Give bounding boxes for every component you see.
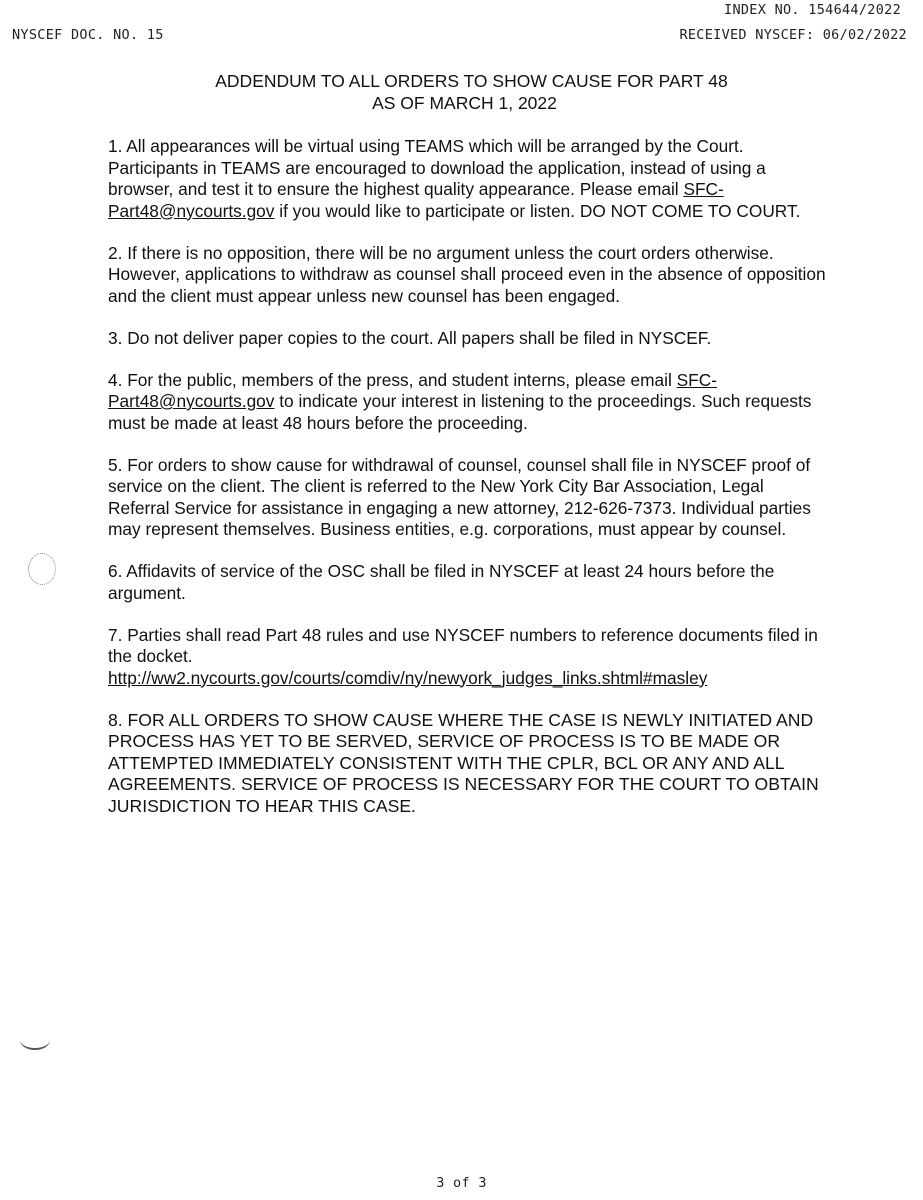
rules-link[interactable]: http://ww2.nycourts.gov/courts/comdiv/ny/newyork_judges_links.shtml#masley [108,667,708,688]
page-number: 3 of 3 [436,1175,487,1191]
punch-hole-mark [28,553,56,585]
paragraph-1-text-b: if you would like to participate or listen. DO NOT COME TO COURT. [274,200,801,221]
paragraph-6: 6. Affidavits of service of the OSC shall be filed in NYSCEF at least 24 hours before the argument. [108,561,775,603]
received-date: RECEIVED NYSCEF: 06/02/2022 [679,27,907,43]
title-line-1: ADDENDUM TO ALL ORDERS TO SHOW CAUSE FOR PART 48 [215,71,728,91]
paragraph-1-text-a: 1. All appearances will be virtual using TEAMS which will be arranged by the Court. Participants in TEAMS are encouraged to download the application, instead of using a browser, and test it to ensure the highest quality appearance. Please email [108,136,766,199]
paragraph-4-text-b: to indicate your interest in listening to the proceedings. Such requests must be made at least 48 hours before the proceeding. [108,391,812,433]
nyscef-doc-number: NYSCEF DOC. NO. 15 [12,27,164,43]
paragraph-5: 5. For orders to show cause for withdrawal of counsel, counsel shall file in NYSCEF proof of service on the client. The client is referred to the New York City Bar Association, Legal Referral Service for assistance in engaging a new attorney, 212-626-7373. Individual parties may represent themselves. Business entities, e.g. corporations, must appear by counsel. [108,454,811,539]
addendum-body [108,136,828,838]
scan-artifact-mark [20,1030,50,1050]
paragraph-1 [108,136,828,222]
email-link[interactable]: SFC-Part48@nycourts.gov [108,369,717,411]
paragraph-4 [108,370,828,435]
document-title [0,70,923,114]
index-number: INDEX NO. 154644/2022 [724,2,901,18]
paragraph-2: 2. If there is no opposition, there will be no argument unless the court orders otherwise. However, applications to withdraw as counsel shall proceed even in the absence of opposition and the client must appear unless new counsel has been engaged. [108,242,826,306]
email-link[interactable]: SFC-Part48@nycourts.gov [108,179,724,221]
paragraph-8: 8. FOR ALL ORDERS TO SHOW CAUSE WHERE THE CASE IS NEWLY INITIATED AND PROCESS HAS YET TO BE SERVED, SERVICE OF PROCESS IS TO BE MADE OR ATTEMPTED IMMEDIATELY CONSISTENT WITH THE CPLR, BCL OR ANY AND ALL AGREEMENTS. SERVICE OF PROCESS IS NECESSARY FOR THE COURT TO OBTAIN JURISDICTION TO HEAR THIS CASE. [108,709,819,816]
title-line-2: AS OF MARCH 1, 2022 [372,93,557,113]
paragraph-3: 3. Do not deliver paper copies to the court. All papers shall be filed in NYSCEF. [108,327,712,348]
paragraph-7 [108,625,828,690]
paragraph-4-text-a: 4. For the public, members of the press, and student interns, please email [108,369,677,390]
paragraph-7-text: 7. Parties shall read Part 48 rules and use NYSCEF numbers to reference documents filed in the docket. [108,624,818,666]
